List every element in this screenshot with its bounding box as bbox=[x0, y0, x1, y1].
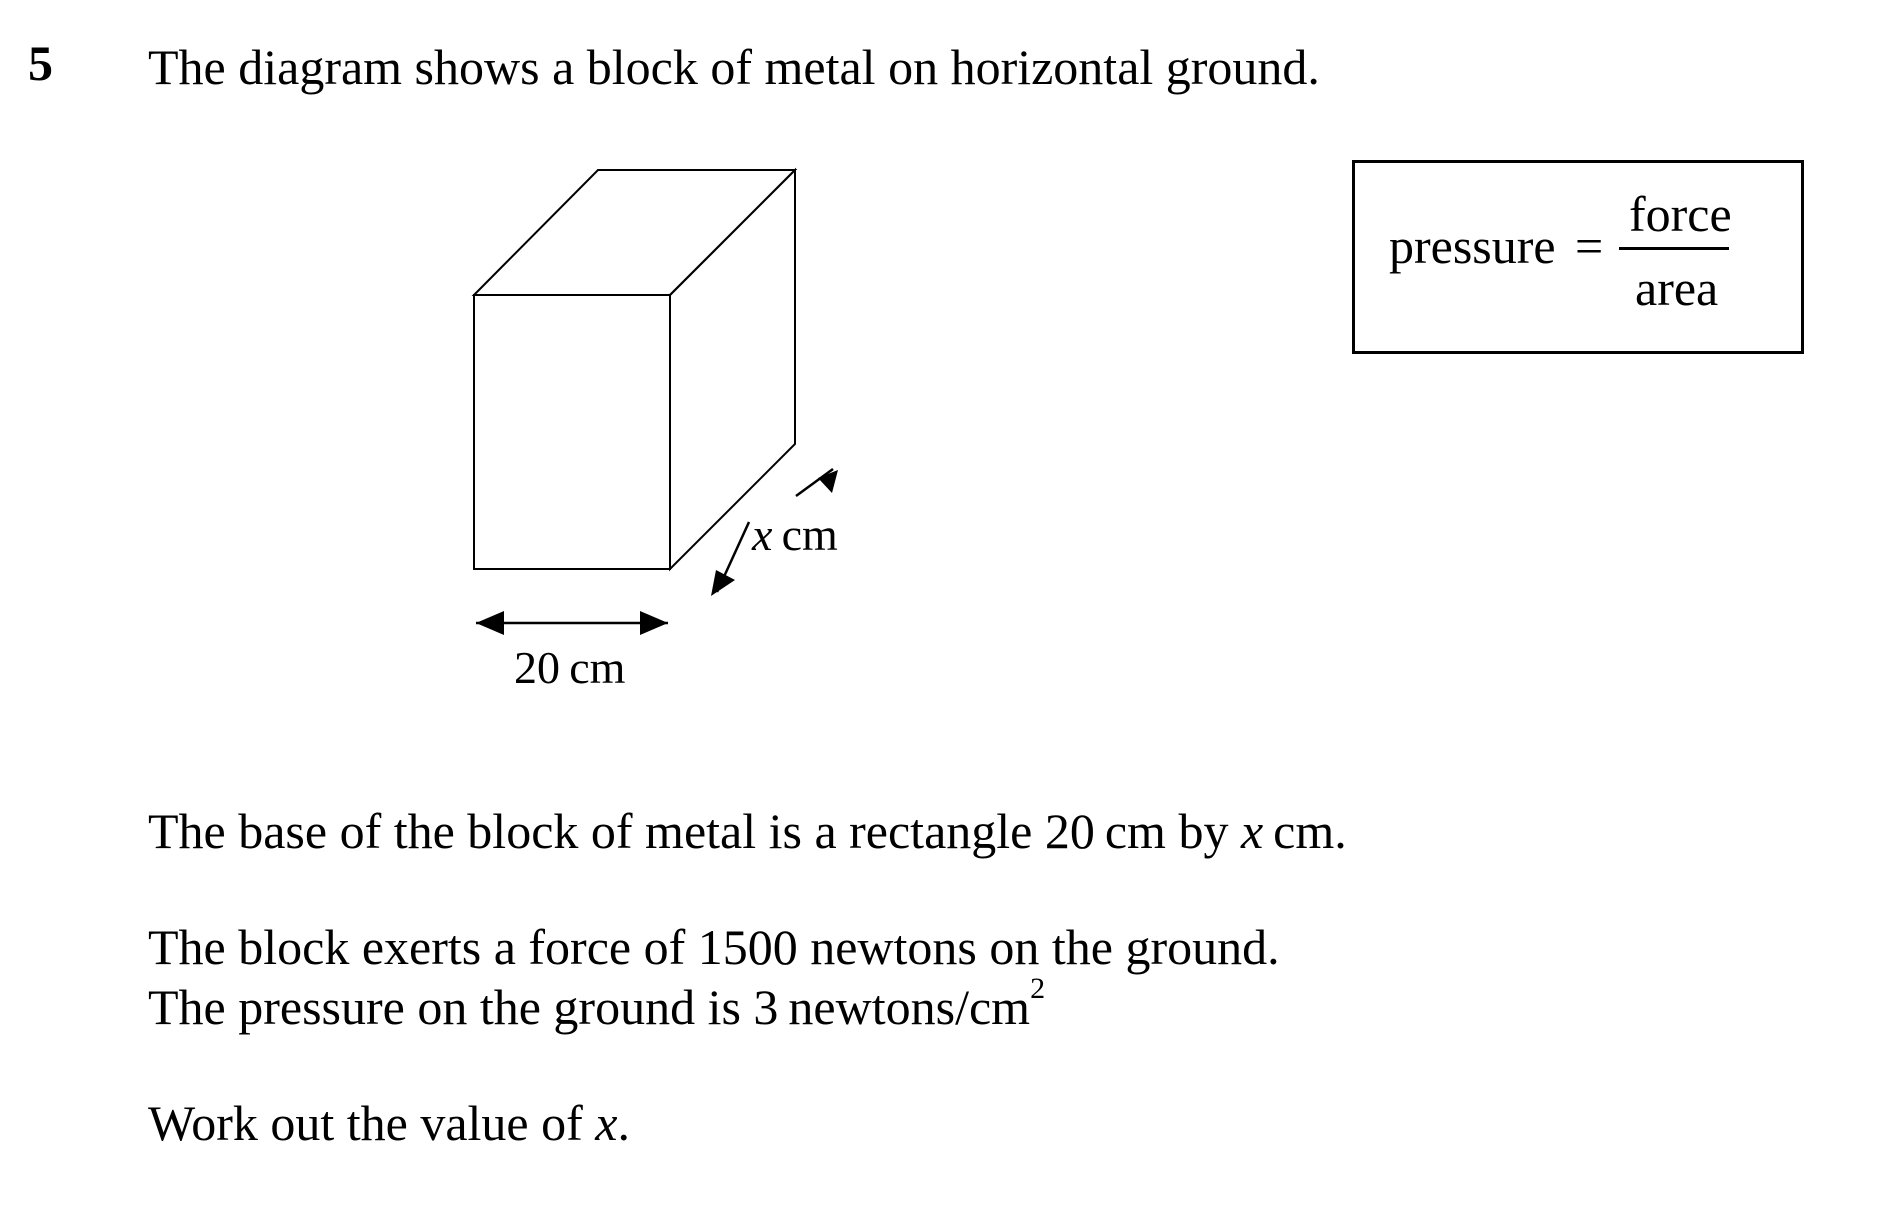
depth-label: x cm bbox=[752, 509, 838, 560]
block-outline bbox=[474, 170, 795, 569]
formula-denominator: area bbox=[1635, 260, 1719, 316]
depth-arrow-down-head bbox=[711, 570, 735, 596]
formula-equals: = bbox=[1575, 218, 1604, 274]
formula-numerator: force bbox=[1629, 186, 1732, 242]
intro-text: The diagram shows a block of metal on horizontal ground. bbox=[148, 39, 1320, 95]
width-arrow-left-head bbox=[476, 611, 504, 635]
block-top-face bbox=[474, 170, 795, 295]
width-arrow-right-head bbox=[640, 611, 668, 635]
formula-lhs: pressure bbox=[1389, 218, 1556, 274]
width-label: 20 cm bbox=[514, 642, 626, 693]
pressure-text: The pressure on the ground is 3 newtons/$cm^2$ bbox=[148, 972, 1046, 1035]
force-text: The block exerts a force of 1500 newtons on the ground. bbox=[148, 919, 1280, 975]
question-number: 5 bbox=[28, 35, 53, 91]
pressure-exponent: 2 bbox=[1030, 972, 1046, 1005]
fraction-bar bbox=[1619, 247, 1729, 250]
task-text: Work out the value of x. bbox=[148, 1095, 630, 1151]
block-front-face bbox=[474, 295, 670, 569]
pressure-formula-box bbox=[1352, 160, 1804, 354]
base-text: The base of the block of metal is a rectangle 20 cm by x cm. bbox=[148, 803, 1347, 859]
width-dimension-arrow bbox=[476, 611, 668, 635]
